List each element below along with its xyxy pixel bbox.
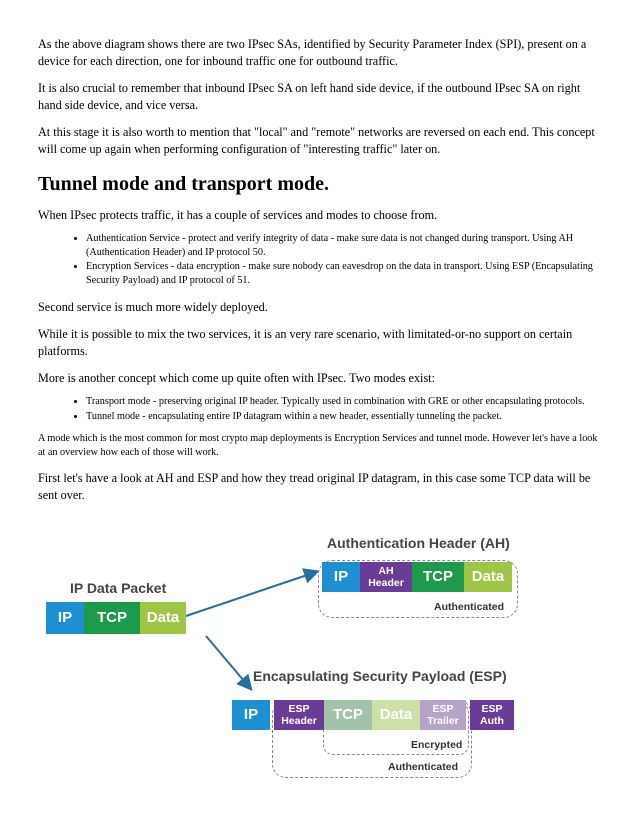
ip-packet-ip: IP [46,602,84,634]
paragraph-local-remote: At this stage it is also worth to mention that "local" and "remote" networks are reversed on each end. This concept will come up again when performing configuration of "interesting traffic" later on. [38,125,595,156]
paragraph-first-look: First let's have a look at AH and ESP and how they tread original IP datagram, in this case some TCP data will be sent over. [38,471,591,502]
list-item: • Encryption Services - data encryption - make sure nobody can eavesdrop on the data in transport. Using ESP (Encapsulating Security Payload) and IP protocol of 51. [86,260,604,287]
paragraph-mode-common: A mode which is the most common for most crypto map deployments is Encryption Services and tunnel mode. However let's have a look at an overview how each of those will work. [38,433,598,458]
ip-packet-title: IP Data Packet [70,580,167,596]
esp-title: Encapsulating Security Payload (ESP) [253,668,507,684]
list-item: • Tunnel mode - encapsulating entire IP datagram within a new header, essentially tunneling the packet. [86,410,604,424]
esp-data: Data [372,700,420,730]
section-heading: Tunnel mode and transport mode. [38,173,329,195]
ah-header: AH Header [360,562,412,592]
ah-authenticated-label: Authenticated [434,601,505,613]
ah-tcp: TCP [412,562,464,592]
paragraph-mix: While it is possible to mix the two services, it is an very rare scenario, with limitated-or-no support on certain platforms. [38,327,573,358]
esp-authenticated-label: Authenticated [388,761,459,773]
arrow-to-ah [186,572,316,616]
paragraph-inbound-outbound: It is also crucial to remember that inbound IPsec SA on left hand side device, if the outbound IPsec SA on right hand side device, and vice versa. [38,81,581,112]
paragraph-services-intro: When IPsec protects traffic, it has a couple of services and modes to choose from. [38,208,438,222]
paragraph-second-service: Second service is much more widely deployed. [38,300,268,314]
esp-encrypted-label: Encrypted [411,739,463,751]
list-item: • Authentication Service - protect and verify integrity of data - make sure data is not changed during transport. Using AH (Authentication Header) and IP protocol 50. [86,232,604,259]
ah-data: Data [464,562,512,592]
esp-header: ESP Header [274,700,324,730]
esp-tcp: TCP [324,700,372,730]
esp-ip: IP [232,700,270,730]
ip-packet-tcp: TCP [84,602,140,634]
paragraph-modes-intro: More is another concept which come up quite often with IPsec. Two modes exist: [38,371,435,385]
ah-ip: IP [322,562,360,592]
paragraph-sa-intro: As the above diagram shows there are two IPsec SAs, identified by Security Parameter Index (SPI), present on a device for each direction, one for inbound traffic one for outbound traffic. [38,37,587,68]
ah-title: Authentication Header (AH) [327,535,510,551]
ip-packet-data: Data [140,602,186,634]
esp-auth: ESP Auth [470,700,514,730]
list-item: • Transport mode - preserving original IP header. Typically used in combination with GRE or other encapsulating protocols. [86,395,604,409]
arrow-to-esp [206,636,250,688]
esp-trailer: ESP Trailer [420,700,466,730]
